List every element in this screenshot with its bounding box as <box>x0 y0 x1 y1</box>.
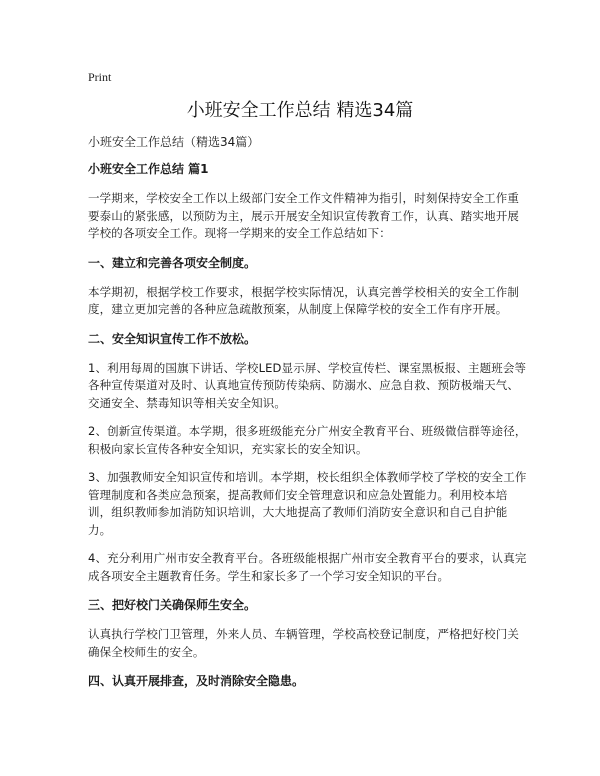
paragraph-2-4: 4、充分利用广州市安全教育平台。各班级能根据广州市安全教育平台的要求，认真完成各项安全主题教育任务。学生和家长多了一个学习安全知识的平台。 <box>88 551 527 583</box>
print-label: Print <box>88 70 112 84</box>
section-title: 小班安全工作总结 篇1 <box>88 162 209 176</box>
paragraph-2-1: 1、利用每周的国旗下讲话、学校LED显示屏、学校宣传栏、课室黑板报、主题班会等各种宣传渠道对及时、认真地宣传预防传染病、防溺水、应急自救、预防极端天气、交通安全、禁毒知识等相关安全知识。 <box>88 360 527 410</box>
page-title: 小班安全工作总结 精选34篇 <box>186 100 414 121</box>
heading-2: 二、安全知识宣传工作不放松。 <box>88 331 257 346</box>
heading-3: 三、把好校门关确保师生安全。 <box>88 598 257 612</box>
paragraph-3: 认真执行学校门卫管理，外来人员、车辆管理，学校高校登记制度，严格把好校门关确保全校师生的安全。 <box>88 627 520 659</box>
heading-1: 一、建立和完善各项安全制度。 <box>88 255 257 270</box>
document-body <box>88 160 528 702</box>
intro-paragraph: 一学期来，学校安全工作以上级部门安全工作文件精神为指引，时刻保持安全工作重要泰山的紧张感，以预防为主，展示开展安全知识宣传教育工作，认真、踏实地开展学校的各项安全工作。现将一学期来的安全工作总结如下： <box>88 191 520 240</box>
paragraph-2-3: 3、加强教师安全知识宣传和培训。本学期，校长组织全体教师学校了学校的安全工作管理制度和各类应急预案，提高教师们安全管理意识和应急处置能力。利用校本培训，组织教师参加消防知识培训，大大地提高了教师们消防安全意识和自己自护能力。 <box>88 470 527 537</box>
paragraph-2-2: 2、创新宣传渠道。本学期，很多班级能充分广州安全教育平台、班级微信群等途径，积极向家长宣传各种安全知识，充实家长的安全知识。 <box>88 424 527 456</box>
heading-4: 四、认真开展排查，及时消除安全隐患。 <box>88 674 305 688</box>
document-subtitle: 小班安全工作总结（精选34篇） <box>88 135 260 149</box>
paragraph-1: 本学期初，根据学校工作要求，根据学校实际情况，认真完善学校相关的安全工作制度，建立更加完善的各种应急疏散预案，从制度上保障学校的安全工作有序开展。 <box>88 284 520 316</box>
